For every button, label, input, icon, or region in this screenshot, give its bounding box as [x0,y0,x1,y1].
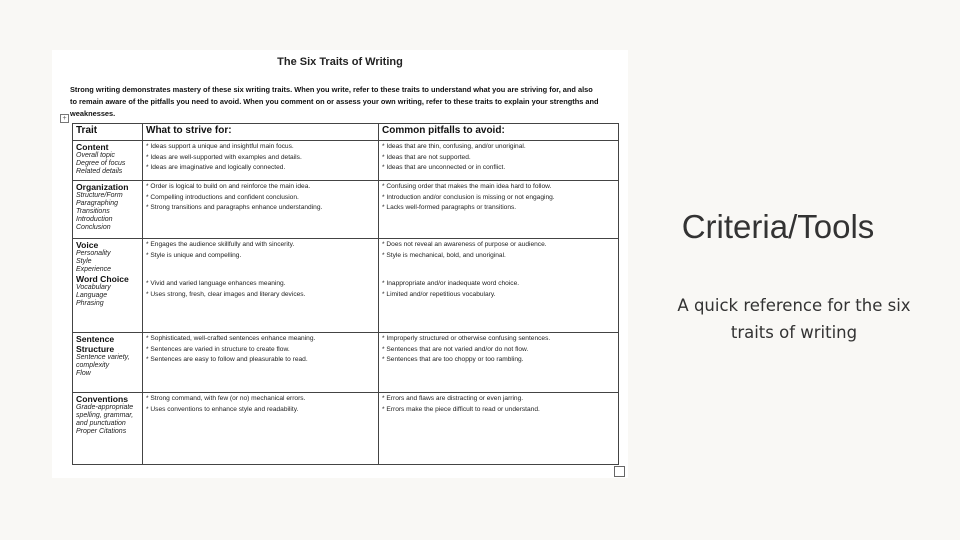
trait-subitem: Flow [76,370,91,377]
header-pitfalls: Common pitfalls to avoid: [379,124,619,141]
strive-item: * Compelling introductions and confident conclusion. [146,193,299,201]
pitfall-item: * Errors and flaws are distracting or even jarring. [382,395,524,402]
document-intro: Strong writing demonstrates mastery of these six writing traits. When you write, refer to these traits to understand what you are striving for, and also to remain aware of the pitfalls you need to avoid. When you comment on or assess your own writing, refer to these traits to explain your strengths and weaknesses. [70,85,599,118]
table-row [73,333,619,393]
strive-item: * Engages the audience skillfully and with sincerity. [146,241,295,248]
trait-subitem: Language [76,292,108,299]
pitfall-item: * Does not reveal an awareness of purpose or audience. [382,241,547,248]
pitfall-item: * Confusing order that makes the main idea hard to follow. [382,183,552,190]
trait-subitem: Introduction [76,216,113,223]
word-choice-block [382,279,615,300]
strive-cell [143,239,379,333]
trait-subitem: Overall topic [76,152,115,159]
trait-subitem: Structure/Form [76,192,123,199]
pitfall-item: * Lacks well-formed paragraphs or transitions. [382,204,517,211]
strive-cell [143,141,379,181]
table-header-row [73,124,619,141]
slide-title: Criteria/Tools [681,208,875,245]
trait-name: Conventions [76,394,129,404]
trait-subitem: Personality [76,250,111,257]
trait-cell [73,333,143,393]
trait-name: Sentence Structure [76,334,115,354]
trait-subitem: Related details [76,168,123,175]
table-row [73,141,619,181]
table-row [73,239,619,333]
pitfall-item: * Inappropriate and/or inadequate word choice. [382,280,520,287]
strive-cell [143,393,379,465]
trait-cell [73,239,143,333]
strive-item: * Vivid and varied language enhances meaning. [146,280,286,287]
strive-cell [143,181,379,239]
pitfalls-cell [379,333,619,393]
header-strive: What to strive for: [143,124,379,141]
strive-item: * Sentences are easy to follow and pleasurable to read. [146,356,308,363]
trait-cell [73,393,143,465]
trait-subitem: Grade-appropriate spelling, grammar, and punctuation [76,404,134,427]
pitfall-item: * Ideas that are thin, confusing, and/or unoriginal. [382,143,526,150]
strive-item: * Strong transitions and paragraphs enhance understanding. [146,204,323,211]
trait-subitem: Experience [76,266,112,273]
trait-name: Organization [76,182,129,192]
pitfall-item: * Errors make the piece difficult to read or understand. [382,405,540,413]
trait-subitem: Style [76,258,92,265]
pitfall-item: * Ideas that are unconnected or in conflict. [382,164,506,171]
pitfall-item: * Introduction and/or conclusion is missing or not engaging. [382,193,555,201]
strive-item: * Uses strong, fresh, clear images and literary devices. [146,290,306,298]
traits-table [72,123,619,465]
table-row [73,393,619,465]
trait-subitem: Phrasing [76,300,104,307]
trait-subitem: Proper Citations [76,428,127,435]
trait-name: Word Choice [76,274,129,284]
pitfall-item: * Sentences that are not varied and/or do not flow. [382,345,529,353]
pitfall-item: * Ideas that are not supported. [382,153,471,161]
strive-item: * Style is unique and compelling. [146,251,242,259]
trait-subitem: Sentence variety, complexity [76,354,130,369]
trait-cell [73,141,143,181]
trait-name: Voice [76,240,99,250]
strive-item: * Ideas are well-supported with examples and details. [146,153,302,161]
header-trait: Trait [73,124,143,141]
trait-subitem: Vocabulary [76,284,111,291]
pitfall-item: * Style is mechanical, bold, and unoriginal. [382,251,506,259]
trait-cell [73,181,143,239]
resize-handle-icon [614,466,625,477]
pitfall-item: * Limited and/or repetitious vocabulary. [382,290,496,298]
trait-name: Content [76,142,109,152]
pitfalls-cell [379,181,619,239]
table-anchor-icon: + [60,114,69,123]
strive-item: * Strong command, with few (or no) mechanical errors. [146,395,306,402]
strive-item: * Ideas support a unique and insightful main focus. [146,143,294,150]
strive-item: * Ideas are imaginative and logically connected. [146,164,286,171]
trait-subitem: Degree of focus [76,160,126,167]
pitfalls-cell [379,239,619,333]
table-row [73,181,619,239]
strive-item: * Order is logical to build on and reinforce the main idea. [146,183,311,190]
document-image [52,50,628,478]
word-choice-block [146,279,375,300]
trait-subitem: Conclusion [76,224,111,231]
strive-item: * Sentences are varied in structure to create flow. [146,345,290,353]
strive-item: * Sophisticated, well-crafted sentences enhance meaning. [146,335,316,342]
pitfall-item: * Improperly structured or otherwise confusing sentences. [382,335,551,342]
pitfalls-cell [379,141,619,181]
strive-cell [143,333,379,393]
pitfalls-cell [379,393,619,465]
trait-subitem: Paragraphing [76,200,119,207]
trait-subitem: Transitions [76,208,110,215]
slide-subtitle: A quick reference for the six traits of writing [677,296,911,342]
pitfall-item: * Sentences that are too choppy or too rambling. [382,356,524,363]
strive-item: * Uses conventions to enhance style and readability. [146,405,299,413]
document-title: The Six Traits of Writing [277,56,403,68]
